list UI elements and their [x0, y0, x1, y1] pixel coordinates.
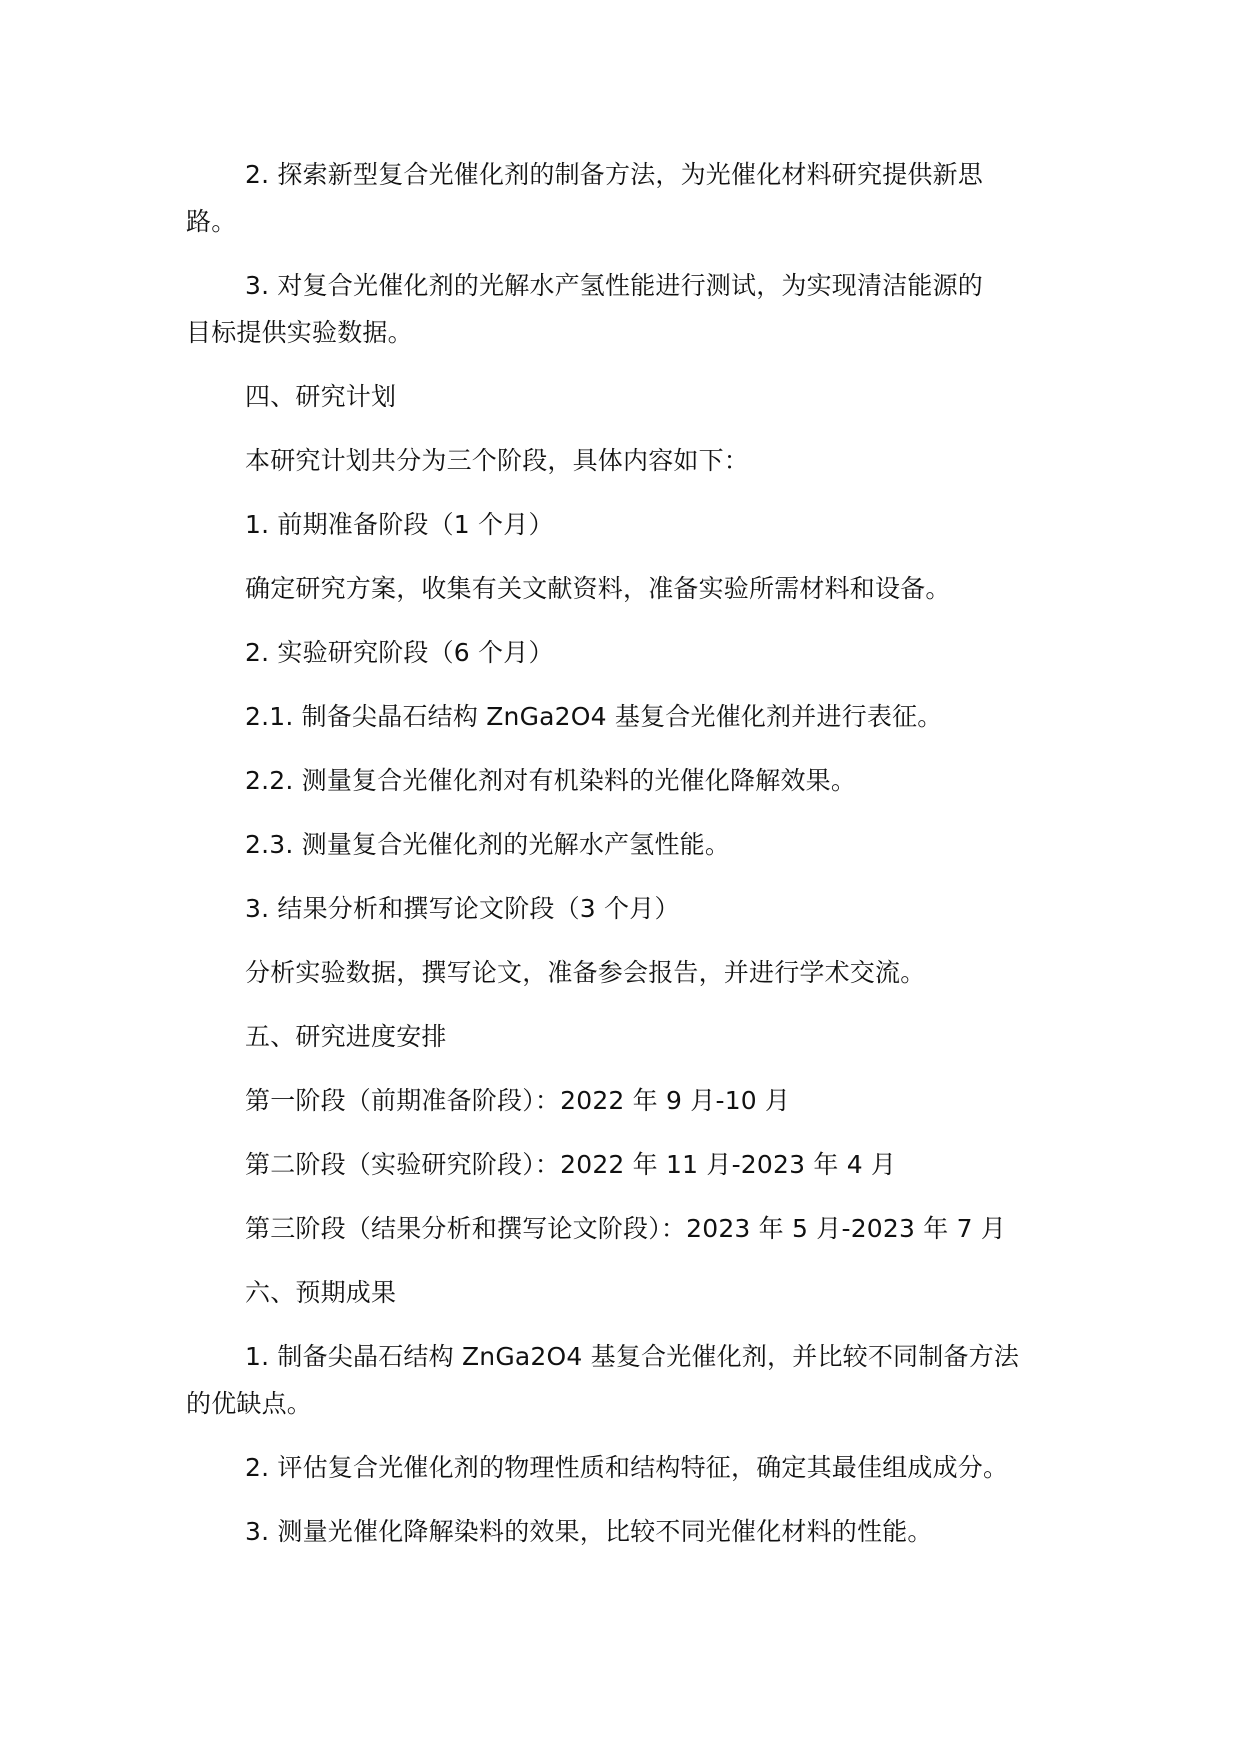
plan-stage-1-desc: 确定研究方案，收集有关文献资料，准备实验所需材料和设备。: [245, 574, 951, 603]
section-heading-schedule: 五、研究进度安排: [245, 1022, 447, 1051]
schedule-stage-3: 第三阶段（结果分析和撰写论文阶段）：2023 年 5 月-2023 年 7 月: [245, 1214, 1007, 1243]
objective-2-line-2: 路。: [186, 207, 237, 236]
section-heading-research-plan: 四、研究计划: [245, 382, 397, 411]
objective-2-line-1: 2. 探索新型复合光催化剂的制备方法，为光催化材料研究提供新思: [245, 160, 984, 189]
plan-stage-2-title: 2. 实验研究阶段（6 个月）: [245, 638, 554, 667]
result-1-line-2: 的优缺点。: [186, 1389, 313, 1418]
plan-stage-3-desc: 分析实验数据，撰写论文，准备参会报告，并进行学术交流。: [245, 958, 926, 987]
plan-stage-2-item-2: 2.2. 测量复合光催化剂对有机染料的光催化降解效果。: [245, 766, 857, 795]
objective-3-line-2: 目标提供实验数据。: [186, 318, 413, 347]
schedule-stage-1: 第一阶段（前期准备阶段）：2022 年 9 月-10 月: [245, 1086, 791, 1115]
objective-3-line-1: 3. 对复合光催化剂的光解水产氢性能进行测试，为实现清洁能源的: [245, 271, 984, 300]
plan-stage-3-title: 3. 结果分析和撰写论文阶段（3 个月）: [245, 894, 680, 923]
section-heading-expected-results: 六、预期成果: [245, 1278, 397, 1307]
plan-stage-1-title: 1. 前期准备阶段（1 个月）: [245, 510, 554, 539]
plan-stage-2-item-1: 2.1. 制备尖晶石结构 ZnGa2O4 基复合光催化剂并进行表征。: [245, 702, 943, 731]
result-1-line-1: 1. 制备尖晶石结构 ZnGa2O4 基复合光催化剂，并比较不同制备方法: [245, 1342, 1020, 1371]
result-3: 3. 测量光催化降解染料的效果，比较不同光催化材料的性能。: [245, 1517, 933, 1546]
plan-stage-2-item-3: 2.3. 测量复合光催化剂的光解水产氢性能。: [245, 830, 731, 859]
paragraph-plan-intro: 本研究计划共分为三个阶段，具体内容如下：: [245, 446, 750, 475]
schedule-stage-2: 第二阶段（实验研究阶段）：2022 年 11 月-2023 年 4 月: [245, 1150, 897, 1179]
result-2: 2. 评估复合光催化剂的物理性质和结构特征，确定其最佳组成成分。: [245, 1453, 1009, 1482]
